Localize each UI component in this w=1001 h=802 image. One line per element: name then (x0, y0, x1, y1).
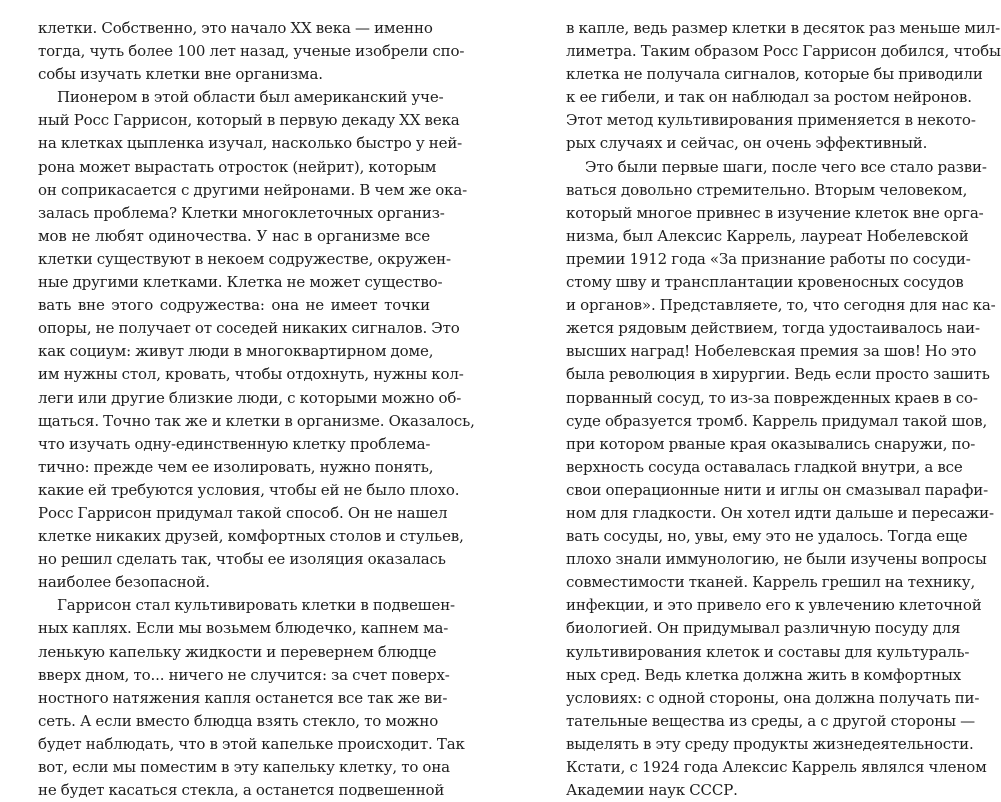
text-line: культивирования клеток и составы для культураль- (566, 642, 970, 661)
text-line: он соприкасается с другими нейронами. В чем же ока- (38, 180, 468, 199)
text-line: Этот метод культивирования применяется в некото- (566, 111, 976, 130)
text-line: плохо знали иммунологию, не были изучены вопросы (566, 550, 987, 569)
text-line: тично: прежде чем ее изолировать, нужно понять, (38, 457, 434, 476)
text-line: ных сред. Ведь клетка должна жить в комфортных (566, 665, 962, 684)
text-line: мов не любят одиночества. У нас в организме все (38, 226, 430, 245)
text-line: который многое привнес в изучение клеток вне орга- (566, 203, 984, 222)
text-line: наиболее безопасной. (38, 573, 210, 592)
text-line: низма, был Алексис Каррель, лауреат Нобелевской (566, 226, 969, 245)
text-line: жется рядовым действием, тогда удостаивалось наи- (566, 319, 980, 338)
text-line: лиметра. Таким образом Росс Гаррисон добился, чтобы (566, 42, 1001, 61)
paragraph (566, 17, 1001, 156)
text-line: ном для гладкости. Он хотел идти дальше и пересажи- (566, 503, 994, 522)
text-line: ных каплях. Если мы возьмем блюдечко, капнем ма- (38, 619, 449, 638)
text-line: Гаррисон стал культивировать клетки в подвешен- (57, 596, 455, 615)
text-line: сеть. А если вместо блюдца взять стекло, то можно (38, 711, 439, 730)
right-page (566, 17, 1001, 802)
text-line: при котором рваные края оказывались снаружи, по- (566, 434, 976, 453)
text-line: высших наград! Нобелевская премия за шов! Но это (566, 342, 977, 361)
text-line: тогда, чуть более 100 лет назад, ученые изобрели спо- (38, 42, 465, 61)
text-line: как социум: живут люди в многоквартирном доме, (38, 342, 434, 361)
text-line: условиях: с одной стороны, она должна получать пи- (566, 688, 980, 707)
text-line: опоры, не получает от соседей никаких сигналов. Это (38, 319, 460, 338)
text-line: порванный сосуд, то из-за поврежденных краев в со- (566, 388, 978, 407)
text-line: на клетках цыпленка изучал, насколько быстро у ней- (38, 134, 463, 153)
text-line: рона может вырастать отросток (нейрит), которым (38, 157, 437, 176)
text-line: что изучать одну-единственную клетку проблема- (38, 434, 431, 453)
text-line: в капле, ведь размер клетки в десяток раз меньше мил- (566, 19, 1000, 37)
text-line: инфекции, и это привело его к увлечению клеточной (566, 596, 982, 615)
text-line: Кстати, с 1924 года Алексис Каррель являлся членом (566, 758, 987, 776)
text-line: клетке никаких друзей, комфортных столов и стульев, (38, 527, 464, 546)
paragraph (566, 156, 996, 802)
text-line: но решил сделать так, чтобы ее изоляция оказалась (38, 550, 446, 569)
text-line: не будет касаться стекла, а останется подвешенной (38, 781, 445, 800)
text-line: собы изучать клетки вне организма. (38, 65, 323, 84)
text-line: ные другими клетками. Клетка не может существо- (38, 273, 443, 292)
text-line: Это были первые шаги, после чего все стало разви- (585, 157, 987, 176)
text-line: выделять в эту среду продукты жизнедеятельности. (566, 734, 974, 753)
text-line: вать сосуды, но, увы, ему это не удалось. Тогда еще (566, 527, 968, 546)
text-line: Росс Гаррисон придумал такой способ. Он не нашел (38, 503, 448, 522)
text-line: стому шву и трансплантации кровеносных сосудов (566, 273, 964, 292)
text-line: вверх дном, то... ничего не случится: за счет поверх- (38, 665, 450, 684)
text-line: ленькую капельку жидкости и перевернем блюдце (38, 642, 437, 661)
paragraph (38, 594, 465, 802)
text-line: леги или другие близкие люди, с которыми можно об- (38, 388, 462, 407)
text-line: и органов». Представляете, то, что сегодня для нас ка- (566, 296, 996, 315)
text-line: верхность сосуда оставалась гладкой внутри, а все (566, 457, 963, 476)
text-line: ностного натяжения капля останется все так же ви- (38, 688, 448, 707)
text-line: залась проблема? Клетки многоклеточных организ- (38, 203, 445, 222)
text-line: вать вне этого содружества: она не имеет точки (38, 296, 430, 315)
text-line: премии 1912 года «За признание работы по сосуди- (566, 249, 971, 268)
paragraph (38, 17, 465, 86)
text-line: ный Росс Гаррисон, который в первую декаду XX века (38, 111, 460, 130)
text-line: к ее гибели, и так он наблюдал за ростом нейронов. (566, 88, 972, 107)
text-line: совместимости тканей. Каррель грешил на технику, (566, 573, 976, 592)
text-line: рых случаях и сейчас, он очень эффективный. (566, 134, 928, 153)
text-line: Пионером в этой области был американский уче- (57, 88, 444, 107)
text-line: биологией. Он придумывал различную посуду для (566, 619, 961, 638)
text-line: клетки существуют в некоем содружестве, окружен- (38, 249, 451, 268)
text-line: будет наблюдать, что в этой капельке происходит. Так (38, 734, 465, 753)
text-line: суде образуется тромб. Каррель придумал такой шов, (566, 411, 988, 430)
text-line: какие ей требуются условия, чтобы ей не было плохо. (38, 480, 460, 499)
text-line: им нужны стол, кровать, чтобы отдохнуть, нужны кол- (38, 365, 464, 384)
text-line: тательные вещества из среды, а с другой стороны — (566, 711, 975, 730)
text-line: клетка не получала сигналов, которые бы приводили (566, 65, 983, 84)
text-line: щаться. Точно так же и клетки в организме. Оказалось, (38, 411, 475, 430)
text-line: Академии наук СССР. (566, 781, 738, 800)
text-line: клетки. Собственно, это начало XX века — именно (38, 19, 433, 37)
text-line: свои операционные нити и иглы он смазывал парафи- (566, 480, 989, 499)
text-line: была революция в хирургии. Ведь если просто зашить (566, 365, 990, 384)
paragraph (38, 86, 475, 594)
text-line: вот, если мы поместим в эту капельку клетку, то она (38, 758, 450, 776)
left-page (38, 17, 475, 802)
text-line: ваться довольно стремительно. Вторым человеком, (566, 180, 968, 199)
